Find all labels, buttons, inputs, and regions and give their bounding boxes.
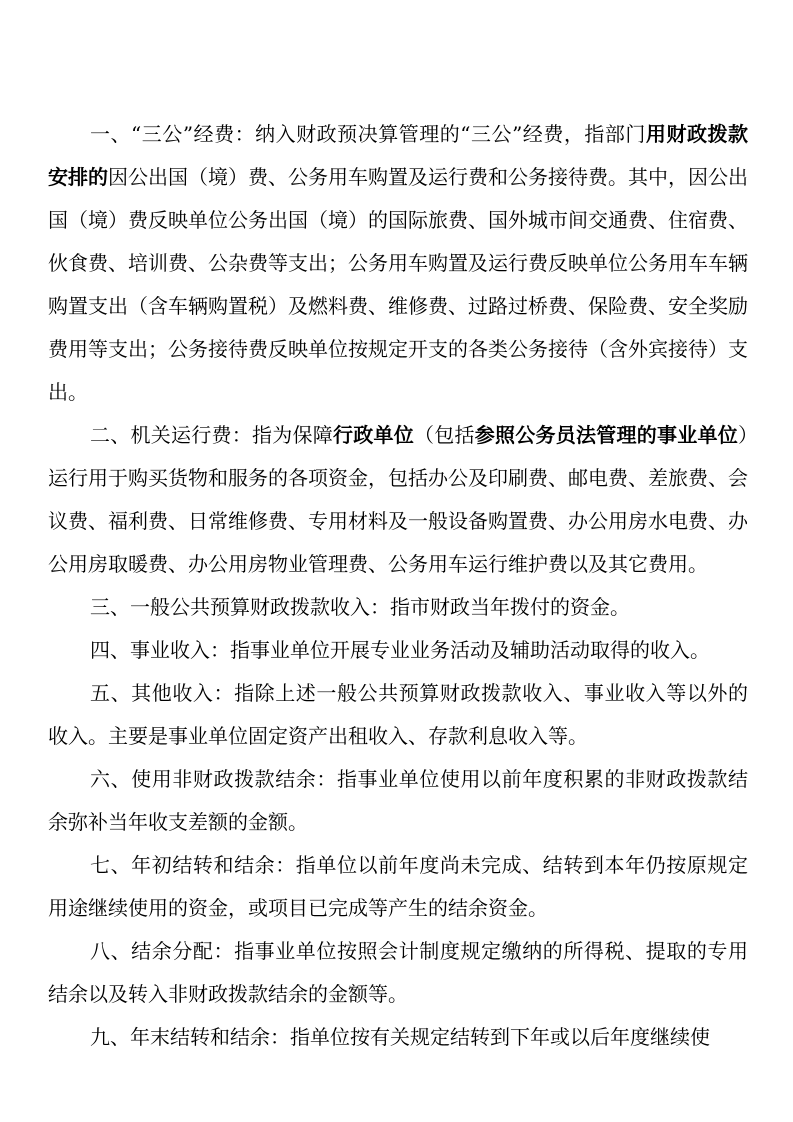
paragraph-7 — [48, 844, 748, 930]
paragraph-bold-text: 参照公务员法管理的事业单位 — [474, 423, 738, 447]
paragraph-text: （包括 — [414, 423, 475, 447]
paragraph-bold-text: 行政单位 — [333, 423, 414, 447]
paragraph-3 — [48, 586, 748, 629]
paragraph-text: 八、结余分配：指事业单位按照会计制度规定缴纳的所得税、提取的专用结余以及转入非财政拨款结余的金额等。 — [48, 939, 748, 1006]
paragraph-2 — [48, 414, 748, 586]
paragraph-text: 六、使用非财政拨款结余：指事业单位使用以前年度积累的非财政拨款结余弥补当年收支差额的金额。 — [48, 767, 748, 834]
document-page — [48, 113, 748, 1059]
paragraph-text: 九、年末结转和结余：指单位按有关规定结转到下年或以后年度继续使 — [90, 1025, 710, 1049]
paragraph-text: 一、“三公”经费：纳入财政预决算管理的“三公”经费，指部门 — [90, 122, 646, 146]
paragraph-5 — [48, 672, 748, 758]
paragraph-9 — [48, 1016, 748, 1059]
paragraph-text: 五、其他收入：指除上述一般公共预算财政拨款收入、事业收入等以外的收入。主要是事业单位固定资产出租收入、存款利息收入等。 — [48, 681, 748, 748]
paragraph-text: ）运行用于购买货物和服务的各项资金，包括办公及印刷费、邮电费、差旅费、会议费、福利费、日常维修费、专用材料及一般设备购置费、办公用房水电费、办公用房取暖费、办公用房物业管理费、公务用车运行维护费以及其它费用。 — [48, 423, 748, 576]
paragraph-6 — [48, 758, 748, 844]
paragraph-text: 四、事业收入：指事业单位开展专业业务活动及辅助活动取得的收入。 — [90, 638, 710, 662]
paragraph-bold-text: 用财政拨款安排的 — [48, 122, 748, 189]
paragraph-text: 七、年初结转和结余：指单位以前年度尚未完成、结转到本年仍按原规定用途继续使用的资金，或项目已完成等产生的结余资金。 — [48, 853, 748, 920]
paragraph-1 — [48, 113, 748, 414]
paragraph-8 — [48, 930, 748, 1016]
paragraph-4 — [48, 629, 748, 672]
paragraph-text: 二、机关运行费：指为保障 — [90, 423, 333, 447]
paragraph-text: 三、一般公共预算财政拨款收入：指市财政当年拨付的资金。 — [90, 595, 630, 619]
paragraph-text: 因公出国（境）费、公务用车购置及运行费和公务接待费。其中，因公出国（境）费反映单位公务出国（境）的国际旅费、国外城市间交通费、住宿费、伙食费、培训费、公杂费等支出；公务用车购置及运行费反映单位公务用车车辆购置支出（含车辆购置税）及燃料费、维修费、过路过桥费、保险费、安全奖励费用等支出；公务接待费反映单位按规定开支的各类公务接待（含外宾接待）支出。 — [48, 165, 748, 404]
